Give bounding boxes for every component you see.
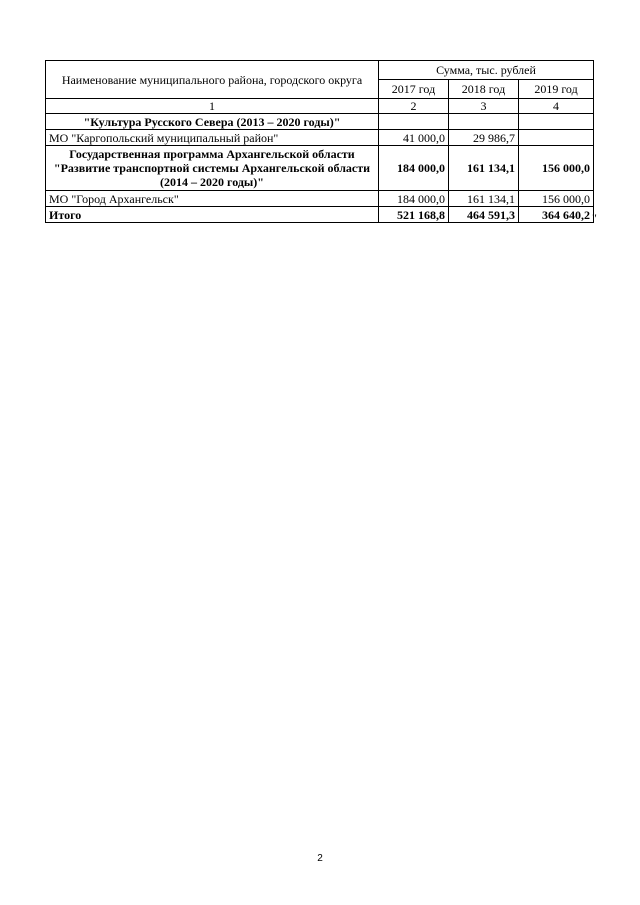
header-year-2018: 2018 год [449, 80, 519, 99]
row-value-2019 [519, 130, 594, 146]
row-name: Итого [46, 207, 379, 223]
closing-quote: " [592, 211, 597, 225]
column-index-2: 2 [379, 99, 449, 114]
row-name: "Культура Русского Севера (2013 – 2020 годы)" [46, 114, 379, 130]
table-row-total [46, 207, 594, 223]
column-index-3: 3 [449, 99, 519, 114]
row-value-2018 [449, 114, 519, 130]
row-value-2019: 364 640,2 [519, 207, 594, 223]
header-index-row [46, 99, 594, 114]
table-row [46, 191, 594, 207]
table-row [46, 146, 594, 191]
row-value-2018: 161 134,1 [449, 146, 519, 191]
row-value-2018: 161 134,1 [449, 191, 519, 207]
row-value-2017: 41 000,0 [379, 130, 449, 146]
column-index-4: 4 [519, 99, 594, 114]
row-name: Государственная программа Архангельской области "Развитие транспортной системы Архангельской области (2014 – 2020 годы)" [46, 146, 379, 191]
row-value-2018: 29 986,7 [449, 130, 519, 146]
row-value-2019: 156 000,0 [519, 191, 594, 207]
row-name: МО "Город Архангельск" [46, 191, 379, 207]
row-value-2017: 184 000,0 [379, 146, 449, 191]
header-year-2017: 2017 год [379, 80, 449, 99]
row-value-2019 [519, 114, 594, 130]
header-sum-column: Сумма, тыс. рублей [379, 61, 594, 80]
budget-table [45, 60, 594, 223]
row-value-2017: 521 168,8 [379, 207, 449, 223]
table-row [46, 130, 594, 146]
header-year-2019: 2019 год [519, 80, 594, 99]
column-index-1: 1 [46, 99, 379, 114]
page-number: 2 [317, 853, 323, 864]
header-name-column: Наименование муниципального района, городского округа [46, 61, 379, 99]
row-name: МО "Каргопольский муниципальный район" [46, 130, 379, 146]
row-value-2018: 464 591,3 [449, 207, 519, 223]
header-row [46, 61, 594, 80]
table-row [46, 114, 594, 130]
row-value-2019: 156 000,0 [519, 146, 594, 191]
row-value-2017: 184 000,0 [379, 191, 449, 207]
row-value-2017 [379, 114, 449, 130]
